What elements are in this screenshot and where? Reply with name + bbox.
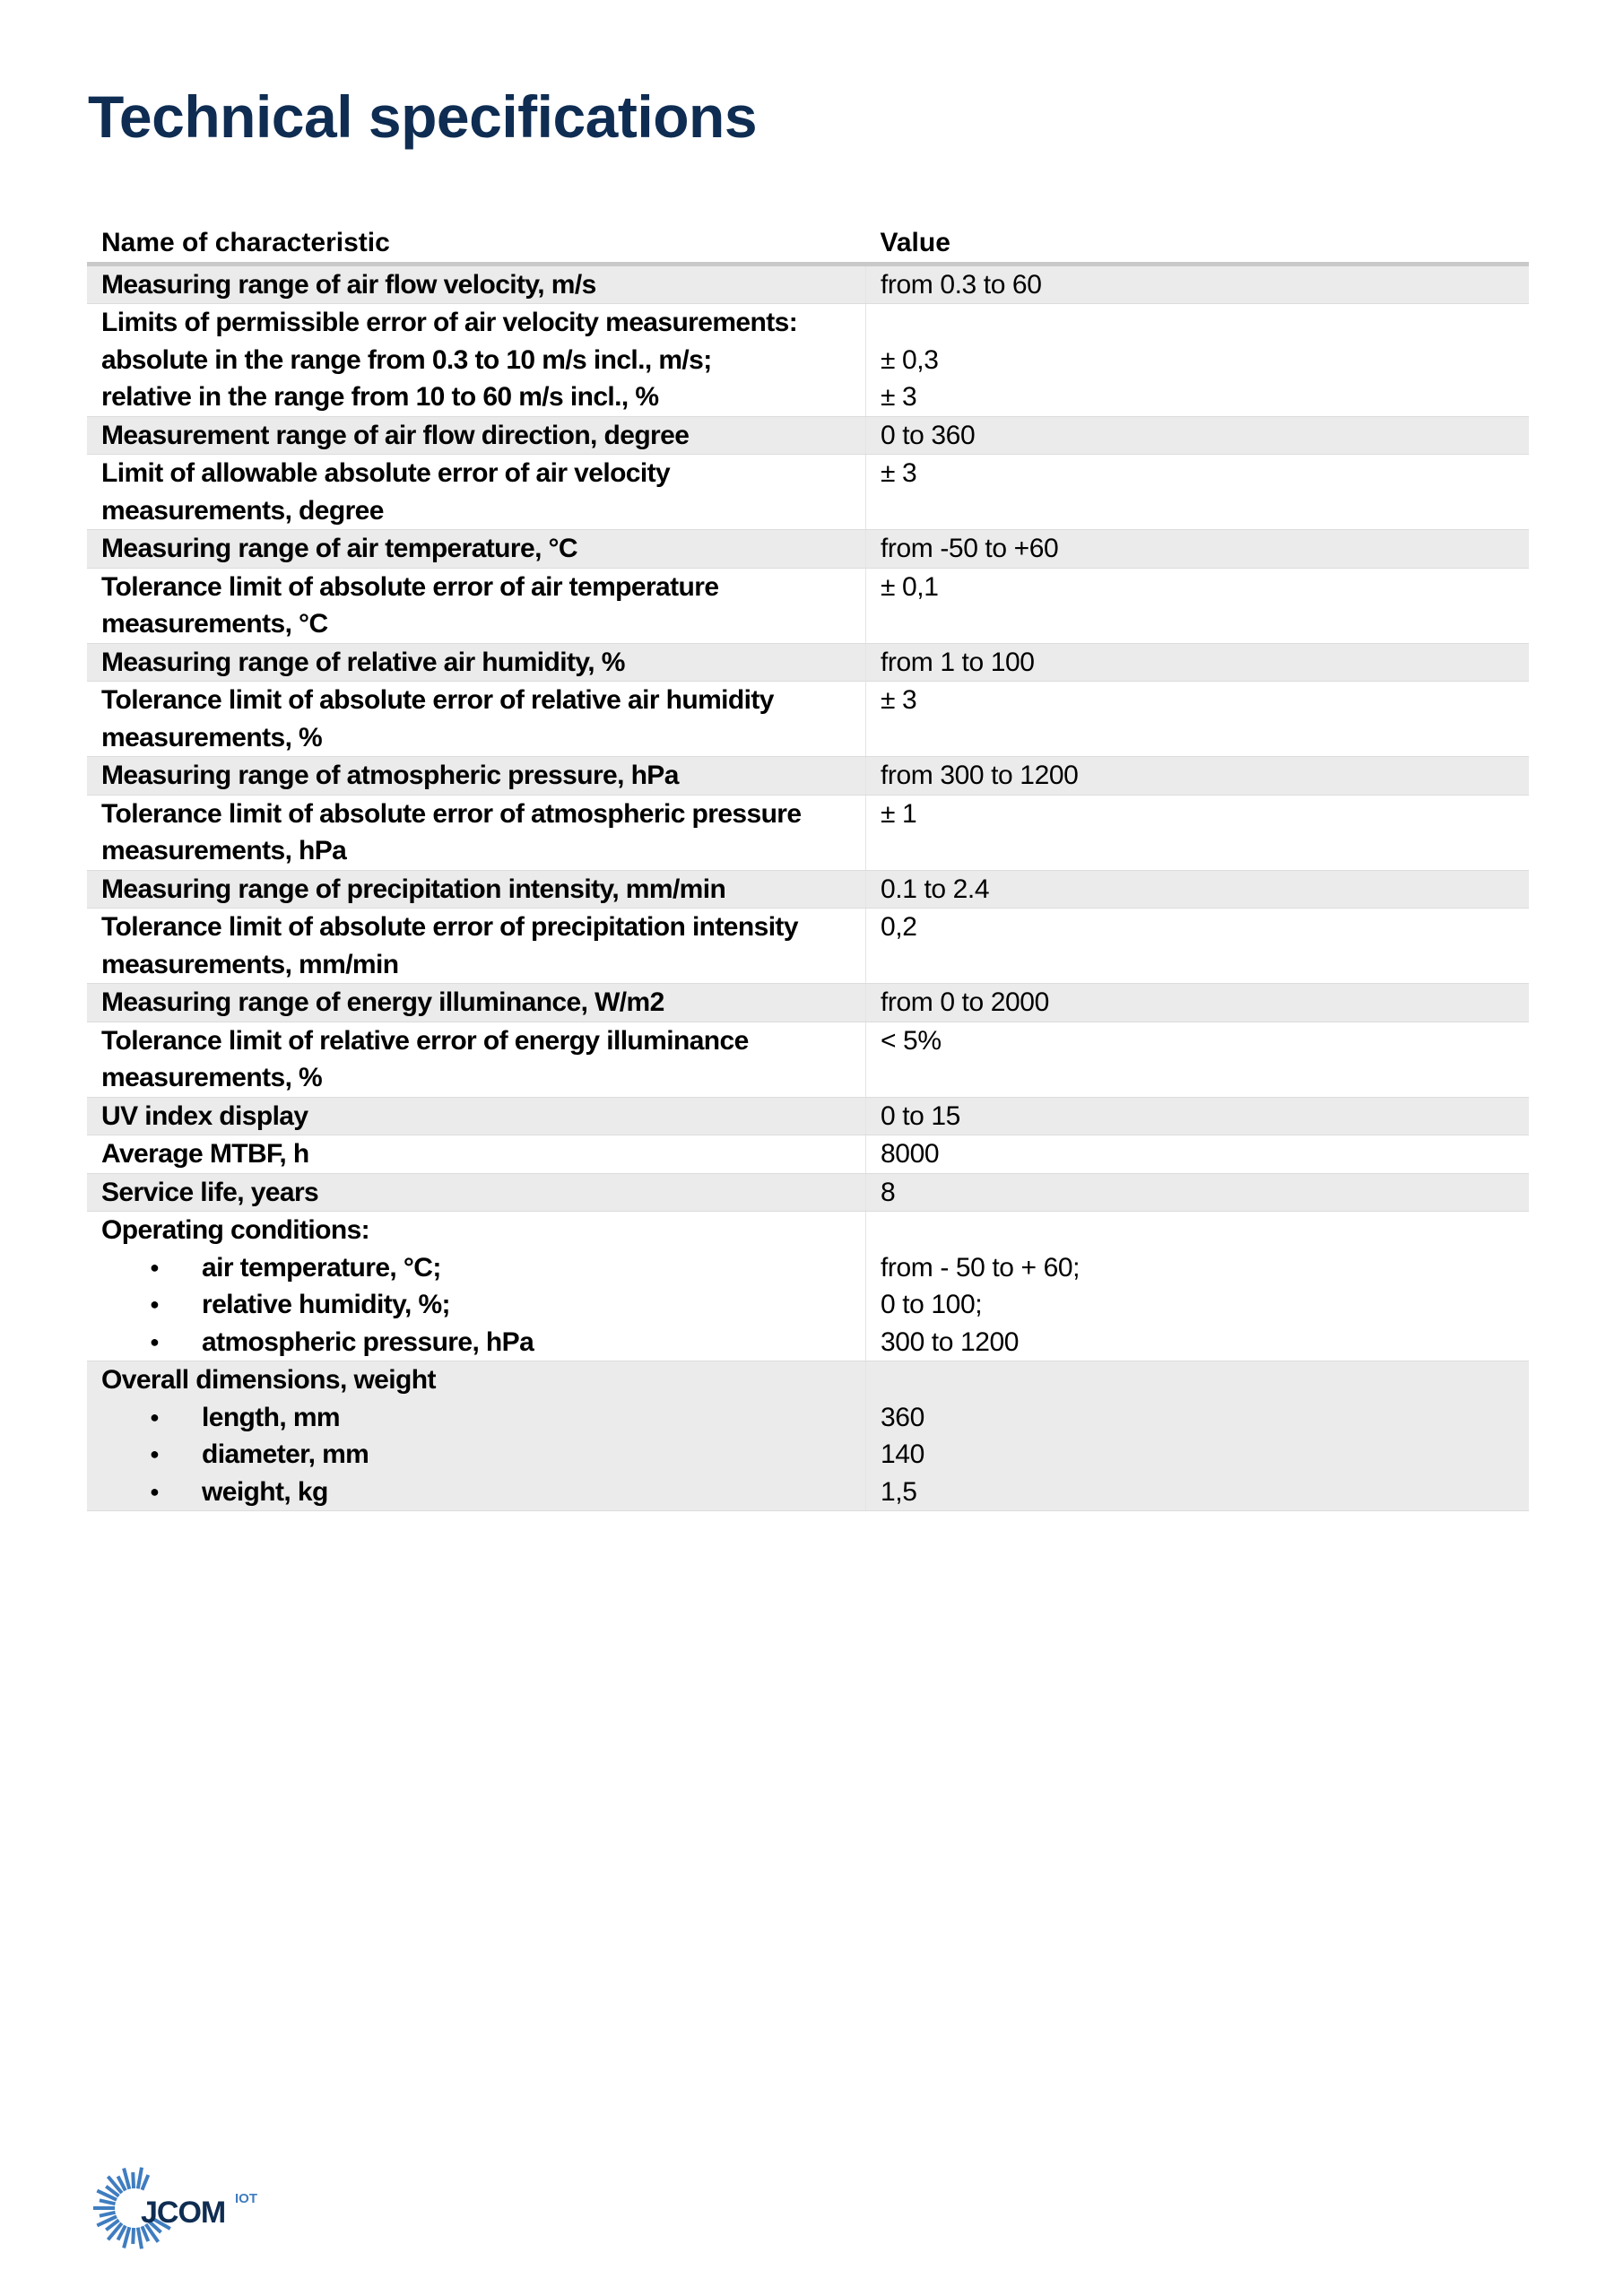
- table-row: [87, 870, 1529, 909]
- value-cell: [866, 264, 1530, 304]
- characteristic-name-line: Measuring range of air temperature, °C: [101, 534, 577, 563]
- characteristic-name-cell: [87, 1097, 866, 1135]
- characteristic-name-line: Limit of allowable absolute error of air velocity: [101, 458, 671, 488]
- value-cell: [866, 870, 1530, 909]
- value-line: 360: [881, 1402, 924, 1432]
- logo-ray: [138, 2168, 142, 2189]
- value-line: [881, 1361, 1515, 1399]
- value-cell: [866, 757, 1530, 796]
- value-line: from 1 to 100: [881, 647, 1035, 677]
- value-line: 0 to 360: [881, 420, 976, 450]
- value-line: [881, 304, 1515, 342]
- table-row: [87, 1173, 1529, 1212]
- characteristic-name-cell: [87, 1212, 866, 1361]
- value-line: ± 1: [881, 798, 917, 829]
- logo-ray: [100, 2213, 116, 2216]
- characteristic-name-line: Tolerance limit of absolute error of atmospheric pressure: [101, 798, 802, 829]
- characteristic-name-cell: [87, 1022, 866, 1097]
- value-line: from -50 to +60: [881, 534, 1059, 563]
- value-line: ± 3: [881, 382, 917, 412]
- characteristic-name-cell: [87, 909, 866, 984]
- table-row: [87, 984, 1529, 1022]
- page-title: Technical specifications: [88, 83, 758, 150]
- table-row: [87, 455, 1529, 530]
- value-cell: [866, 1135, 1530, 1174]
- characteristic-name-line: Tolerance limit of relative error of energy illuminance: [101, 1025, 749, 1056]
- logo-ray: [133, 2228, 134, 2244]
- characteristic-name-line: relative in the range from 10 to 60 m/s incl., %: [101, 382, 659, 412]
- value-line: [881, 1212, 1515, 1249]
- logo-ray: [133, 2172, 134, 2188]
- value-line: < 5%: [881, 1025, 942, 1056]
- characteristic-name-line: Measuring range of relative air humidity, %: [101, 647, 625, 677]
- table-row: [87, 530, 1529, 569]
- value-cell: [866, 455, 1530, 530]
- value-cell: [866, 568, 1530, 643]
- column-header-name: Name of characteristic: [87, 224, 866, 264]
- value-cell: [866, 1022, 1530, 1097]
- characteristic-name-line: Measuring range of air flow velocity, m/s: [101, 269, 596, 300]
- logo-superscript: IOT: [235, 2191, 257, 2206]
- characteristic-name-cell: [87, 1135, 866, 1174]
- value-line: from 0 to 2000: [881, 987, 1049, 1017]
- table-row: [87, 304, 1529, 417]
- characteristic-name-cell: [87, 984, 866, 1022]
- characteristic-name-line: Measuring range of energy illuminance, W/m2: [101, 987, 664, 1017]
- company-logo: [85, 2161, 282, 2251]
- characteristic-name-line: Measuring range of precipitation intensity, mm/min: [101, 874, 726, 904]
- characteristic-name-line: measurements, %: [101, 722, 323, 752]
- value-line: ± 3: [881, 685, 917, 715]
- value-cell: [866, 530, 1530, 569]
- characteristic-bullet-item: ● atmospheric pressure, hPa: [101, 1324, 851, 1361]
- value-line: 0 to 100;: [881, 1290, 983, 1319]
- characteristic-name-cell: [87, 530, 866, 569]
- table-row: [87, 909, 1529, 984]
- value-cell: [866, 1361, 1530, 1511]
- characteristic-name-cell: [87, 416, 866, 455]
- characteristic-bullet-item: ● diameter, mm: [101, 1436, 851, 1474]
- characteristic-bullet-item: ● length, mm: [101, 1399, 851, 1437]
- characteristic-bullet-item: ● weight, kg: [101, 1474, 851, 1511]
- characteristic-bullet-item: ● air temperature, °C;: [101, 1249, 851, 1287]
- characteristic-bullet-item: ● relative humidity, %;: [101, 1286, 851, 1324]
- table-row: [87, 1361, 1529, 1511]
- characteristic-name-line: Tolerance limit of absolute error of air temperature: [101, 571, 719, 602]
- table-row: [87, 1022, 1529, 1097]
- value-line: from 0.3 to 60: [881, 269, 1042, 300]
- characteristic-name-cell: [87, 870, 866, 909]
- logo-ray: [142, 2175, 148, 2190]
- characteristic-name-cell: [87, 795, 866, 870]
- table-header-row: [87, 224, 1529, 264]
- value-line: from 300 to 1200: [881, 761, 1079, 790]
- value-cell: [866, 416, 1530, 455]
- value-line: 0 to 15: [881, 1100, 960, 1131]
- table-row: [87, 1135, 1529, 1174]
- characteristic-name-line: UV index display: [101, 1100, 308, 1131]
- logo-ray: [100, 2200, 116, 2204]
- table-row: [87, 795, 1529, 870]
- characteristic-name-line: absolute in the range from 0.3 to 10 m/s incl., m/s;: [101, 344, 712, 375]
- value-line: from - 50 to + 60;: [881, 1252, 1081, 1283]
- characteristic-name-line: Limits of permissible error of air velocity measurements:: [101, 308, 798, 337]
- characteristic-name-cell: [87, 455, 866, 530]
- value-cell: [866, 682, 1530, 757]
- value-cell: [866, 643, 1530, 682]
- characteristic-name-line: measurements, hPa: [101, 836, 347, 865]
- characteristic-name-cell: [87, 643, 866, 682]
- characteristic-name-line: Tolerance limit of absolute error of precipitation intensity: [101, 912, 798, 942]
- value-cell: [866, 1173, 1530, 1212]
- characteristic-name-line: measurements, °C: [101, 609, 328, 639]
- table-row: [87, 682, 1529, 757]
- characteristic-name-line: measurements, mm/min: [101, 949, 399, 979]
- logo-ray: [138, 2228, 142, 2249]
- characteristic-name-line: Operating conditions:: [101, 1215, 370, 1245]
- value-cell: [866, 795, 1530, 870]
- characteristic-name-line: Tolerance limit of absolute error of relative air humidity: [101, 685, 774, 715]
- characteristic-name-cell: [87, 682, 866, 757]
- logo-wordmark: JCOM: [141, 2196, 226, 2230]
- characteristic-name-cell: [87, 568, 866, 643]
- value-cell: [866, 1212, 1530, 1361]
- characteristic-name-cell: [87, 757, 866, 796]
- value-cell: [866, 909, 1530, 984]
- value-cell: [866, 1097, 1530, 1135]
- table-body: [87, 264, 1529, 1511]
- table-row: [87, 757, 1529, 796]
- characteristic-name-line: Average MTBF, h: [101, 1139, 309, 1169]
- column-header-value: Value: [866, 224, 1530, 264]
- characteristic-name-line: Service life, years: [101, 1177, 319, 1207]
- table-row: [87, 416, 1529, 455]
- table-row: [87, 1097, 1529, 1135]
- characteristic-name-cell: [87, 1361, 866, 1511]
- characteristic-name-line: measurements, degree: [101, 495, 384, 526]
- value-line: 140: [881, 1439, 924, 1469]
- characteristic-name-line: Overall dimensions, weight: [101, 1365, 436, 1395]
- value-line: 0.1 to 2.4: [881, 874, 990, 904]
- table-row: [87, 643, 1529, 682]
- characteristic-name-cell: [87, 1173, 866, 1212]
- characteristic-name-line: Measuring range of atmospheric pressure, hPa: [101, 761, 679, 790]
- value-line: ± 0,3: [881, 344, 939, 375]
- value-cell: [866, 304, 1530, 417]
- value-line: 8: [881, 1177, 896, 1207]
- table-row: [87, 568, 1529, 643]
- value-line: ± 0,1: [881, 571, 939, 602]
- value-line: 8000: [881, 1139, 940, 1169]
- characteristic-name-cell: [87, 264, 866, 304]
- table-row: [87, 1212, 1529, 1361]
- characteristic-name-line: measurements, %: [101, 1063, 323, 1092]
- value-line: 1,5: [881, 1476, 917, 1507]
- characteristic-name-line: Measurement range of air flow direction, degree: [101, 420, 690, 450]
- value-line: ± 3: [881, 458, 917, 488]
- value-line: 0,2: [881, 912, 917, 942]
- value-line: 300 to 1200: [881, 1326, 1020, 1357]
- characteristic-name-cell: [87, 304, 866, 417]
- table-row: [87, 264, 1529, 304]
- specifications-table: [87, 224, 1529, 1511]
- value-cell: [866, 984, 1530, 1022]
